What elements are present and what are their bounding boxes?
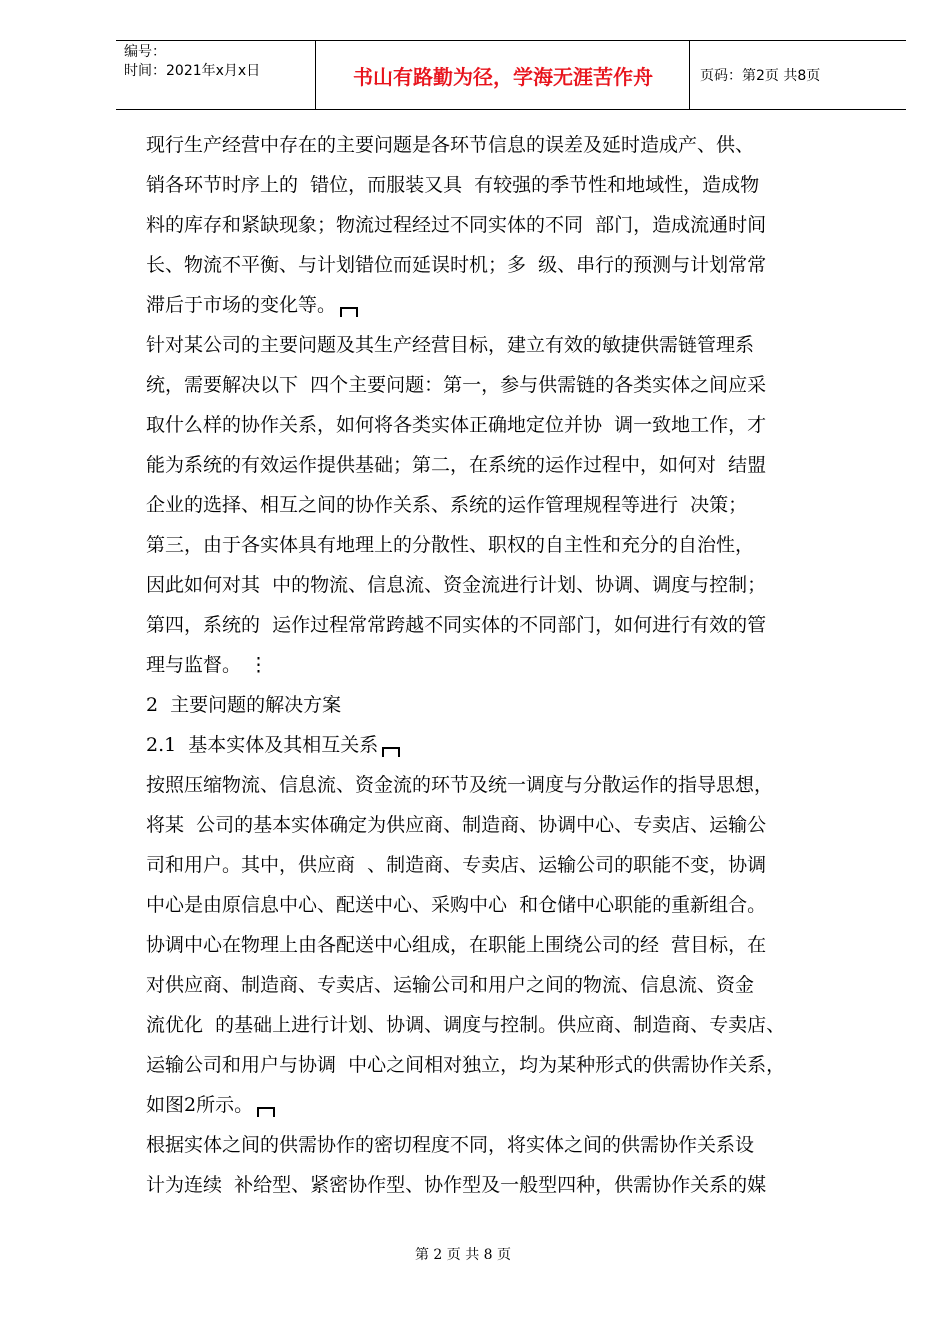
paragraph-mark-icon [340,307,358,317]
subsection-heading: 2.1 基本实体及其相互关系 [146,732,400,758]
text-line: 销各环节时序上的 错位，而服装又具 有较强的季节性和地域性，造成物 [146,174,760,196]
text-line: 将某 公司的基本实体确定为供应商、制造商、协调中心、专卖店、运输公 [146,814,767,836]
paragraph-mark-icon [257,1107,275,1117]
text-line: 取什么样的协作关系，如何将各类实体正确地定位并协 调一致地工作，才 [146,414,767,436]
header-page-cell [690,41,906,109]
text-line: 料的库存和紧缺现象；物流过程经过不同实体的不同 部门，造成流通时间 [146,214,767,236]
text-line: 计为连续 补给型、紧密协作型、协作型及一般型四种，供需协作关系的媒 [146,1174,767,1196]
section-heading: 2 主要问题的解决方案 [146,694,342,716]
page-header [116,40,906,110]
text-line: 中心是由原信息中心、配送中心、采购中心 和仓储中心职能的重新组合。 [146,894,767,916]
text-line: 能为系统的有效运作提供基础；第二，在系统的运作过程中，如何对 结盟 [146,454,767,476]
text-line: 第三，由于各实体具有地理上的分散性、职权的自主性和充分的自治性， [146,534,755,556]
text-line: 对供应商、制造商、专卖店、运输公司和用户之间的物流、信息流、资金 [146,974,755,996]
header-motto-cell [316,41,690,109]
text-line: 第四，系统的 运作过程常常跨越不同实体的不同部门，如何进行有效的管 [146,614,767,636]
text-line: 协调中心在物理上由各配送中心组成，在职能上围绕公司的经 营目标，在 [146,934,767,956]
text-line: 因此如何对其 中的物流、信息流、资金流进行计划、协调、调度与控制； [146,574,767,596]
header-meta-cell [116,41,316,109]
text-line: 如图2所示。 [146,1092,275,1118]
text-line: 司和用户。其中，供应商 、制造商、专卖店、运输公司的职能不变，协调 [146,854,767,876]
text-line: 企业的选择、相互之间的协作关系、系统的运作管理规程等进行 决策； [146,494,748,516]
document-time: 时间：2021年x月x日 [124,63,261,79]
footer-page-number: 第 2 页 共 8 页 [414,1247,512,1263]
page-counter: 页码：第2页 共8页 [700,68,821,84]
page-footer [0,1246,950,1264]
text-line: 理与监督。 ⋮ [146,654,269,676]
text-line: 按照压缩物流、信息流、资金流的环节及统一调度与分散运作的指导思想， [146,774,774,796]
text-line: 统，需要解决以下 四个主要问题：第一，参与供需链的各类实体之间应采 [146,374,767,396]
text-line: 根据实体之间的供需协作的密切程度不同，将实体之间的供需协作关系设 [146,1134,755,1156]
text-line: 滞后于市场的变化等。 [146,292,358,318]
ellipsis-mark-icon: ⋮ [249,654,269,676]
text-line: 现行生产经营中存在的主要问题是各环节信息的误差及延时造成产、供、 [146,134,755,156]
text-line: 针对某公司的主要问题及其生产经营目标，建立有效的敏捷供需链管理系 [146,334,755,356]
paragraph-mark-icon [382,747,400,757]
text-line: 长、物流不平衡、与计划错位而延误时机；多 级、串行的预测与计划常常 [146,254,767,276]
text-line: 流优化 的基础上进行计划、协调、调度与控制。供应商、制造商、专卖店、 [146,1014,786,1036]
document-number: 编号： [124,44,166,60]
motto: 书山有路勤为径，学海无涯苦作舟 [353,65,653,89]
text-line: 运输公司和用户与协调 中心之间相对独立，均为某种形式的供需协作关系， [146,1054,786,1076]
